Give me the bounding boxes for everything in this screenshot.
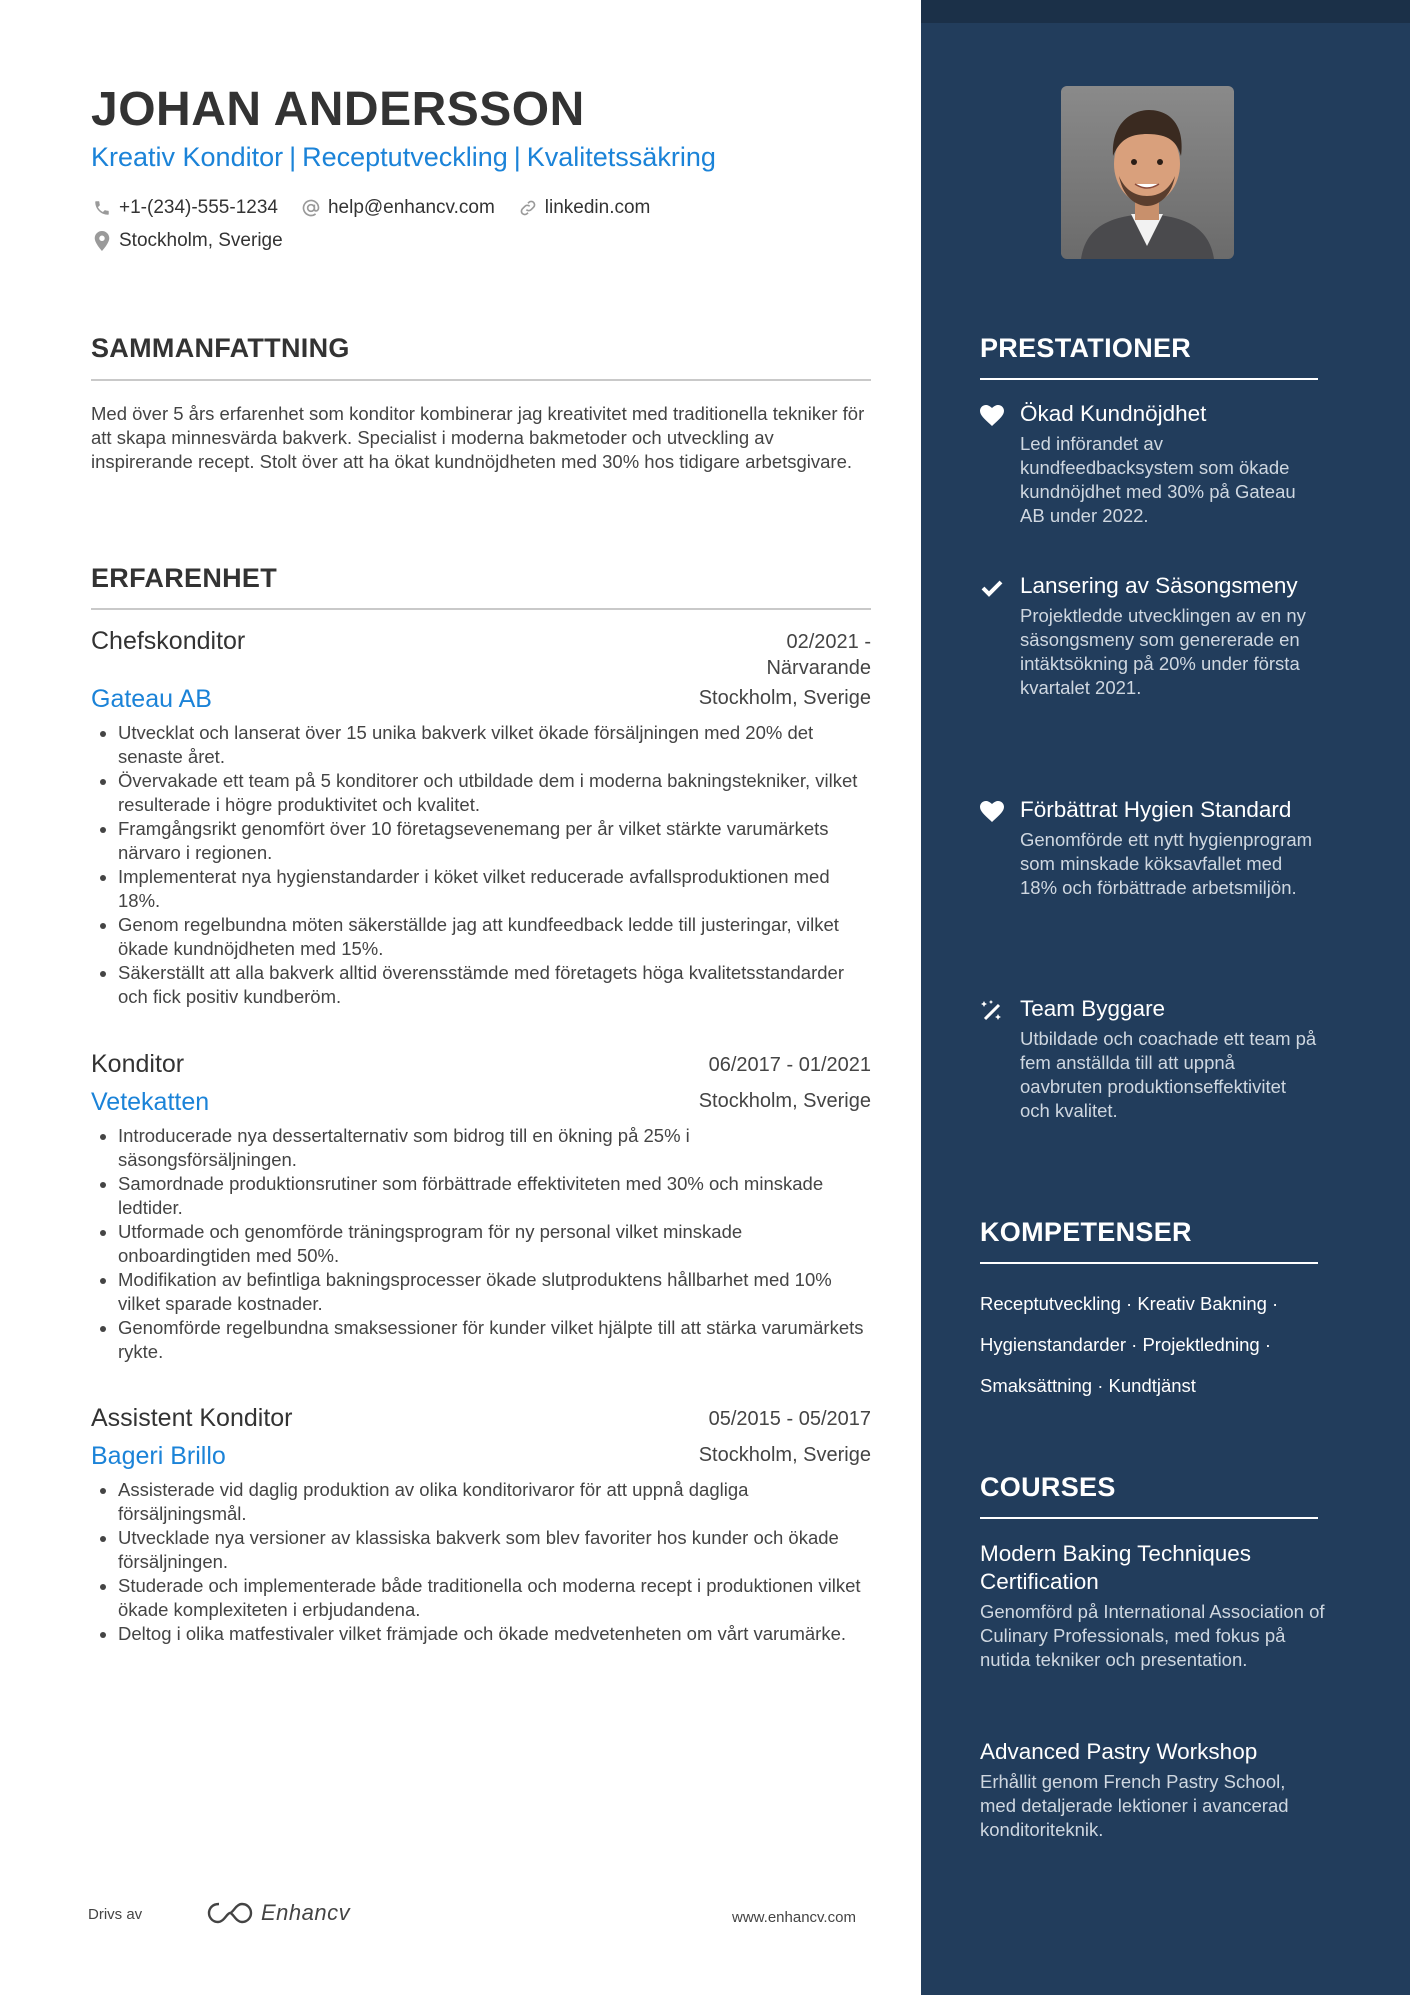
contact-phone[interactable] [91,197,278,219]
job-dates: 05/2015 - 05/2017 [708,1408,871,1430]
enhancv-logo-icon [207,1900,253,1926]
course-desc: Erhållit genom French Pastry School, med detaljerade lektioner i avancerad konditoriteknik. [980,1771,1289,1840]
section-divider [980,1517,1318,1519]
job-company[interactable]: Bageri Brillo [91,1442,226,1470]
job-bullet: • Övervakade ett team på 5 konditorer och utbildade dem i moderna bakningstekniker, vilket resulterade i högre produktivitet och kvalitet. [118,769,871,817]
linkedin-text: linkedin.com [544,197,651,218]
job-bullet: • Utvecklat och lanserat över 15 unika bakverk vilket ökade försäljningen med 20% det senaste året. [118,721,871,769]
job-entry [91,1404,871,1646]
job-company[interactable]: Gateau AB [91,685,212,713]
job-role: Konditor [91,1050,185,1078]
courses-heading: COURSES [980,1472,1116,1502]
achievement-desc: Utbildade och coachade ett team på fem anställda till att uppnå oavbruten produktionseffektivitet och kvalitet. [1020,1028,1317,1121]
course-title: Advanced Pastry Workshop [980,1739,1258,1764]
contact-email[interactable] [300,197,495,219]
course-item [980,1738,1325,1842]
job-entry [91,627,871,1009]
job-bullet: • Studerade och implementerade både traditionella och moderna recept i produktionen vilket ökade komplexiteten i erbjudandena. [118,1574,871,1622]
job-bullet: • Introducerade nya dessertalternativ som bidrog till en ökning på 25% i säsongsförsäljningen. [118,1124,871,1172]
phone-text: +1-(234)-555-1234 [119,197,278,218]
headline-separator: | [513,142,521,172]
heart-icon [980,404,1004,428]
phone-icon [91,197,113,219]
headline [91,142,716,173]
summary-heading: SAMMANFATTNING [91,333,350,363]
check-icon [980,576,1004,600]
achievement-item [980,572,1320,700]
powered-by-label: Drivs av [88,1906,143,1923]
achievement-title: Ökad Kundnöjdhet [1020,401,1207,426]
job-bullet: • Framgångsrikt genomfört över 10 företagsevenemang per år vilket stärkte varumärkets närvaro i regionen. [118,817,871,865]
achievement-title: Team Byggare [1020,996,1166,1021]
headline-item: Receptutveckling [302,142,508,172]
enhancv-logo[interactable] [207,1900,350,1926]
course-title: Modern Baking Techniques Certification [980,1541,1252,1594]
achievement-title: Lansering av Säsongsmeny [1020,573,1298,598]
summary-text: Med över 5 års erfarenhet som konditor kombinerar jag kreativitet med traditionella tekniker för att skapa minnesvärda bakverk. Specialist i moderna bakmetoder och utveckling av inspirerande recept. Stolt över att ha ökat kundnöjdheten med 30% hos tidigare arbetsgivare. [91,403,865,472]
job-bullet: • Säkerställt att alla bakverk alltid överensstämde med företagets höga kvalitetsstandarder och fick positiv kundberöm. [118,961,871,1009]
experience-heading: ERFARENHET [91,563,278,593]
link-icon [517,197,539,219]
candidate-name: JOHAN ANDERSSON [91,83,585,136]
heart-icon [980,800,1004,824]
section-divider [980,1262,1318,1264]
contact-row-location [91,230,305,252]
achievement-title: Förbättrat Hygien Standard [1020,797,1292,822]
skills-heading: KOMPETENSER [980,1217,1192,1247]
job-bullets [91,1124,871,1364]
achievements-heading: PRESTATIONER [980,333,1192,363]
achievement-desc: Genomförde ett nytt hygienprogram som minskade köksavfallet med 18% och förbättrade arbetsmiljön. [1020,829,1313,898]
job-location: Stockholm, Sverige [698,1444,871,1466]
skills-list [980,1283,1325,1406]
contact-linkedin[interactable] [517,197,651,219]
wand-icon [980,999,1004,1023]
achievement-item [980,995,1320,1123]
section-divider [91,608,871,610]
section-divider [91,379,871,381]
job-bullet: • Genom regelbundna möten säkerställde jag att kundfeedback ledde till justeringar, vilket ökade kundnöjdheten med 15%. [118,913,871,961]
at-icon [300,197,322,219]
contact-row [91,197,672,219]
job-location: Stockholm, Sverige [698,1090,871,1112]
job-bullet: • Samordnade produktionsrutiner som förbättrade effektiviteten med 30% och minskade ledtider. [118,1172,871,1220]
job-location: Stockholm, Sverige [698,687,871,709]
headline-item: Kvalitetssäkring [526,142,716,172]
job-role: Chefskonditor [91,627,246,655]
achievement-item [980,796,1320,900]
course-desc: Genomförd på International Association of Culinary Professionals, med fokus på nutida tekniker och presentation. [980,1601,1325,1670]
headline-item: Kreativ Konditor [91,142,284,172]
job-bullet: • Genomförde regelbundna smaksessioner för kunder vilket hjälpte till att stärka varumärkets rykte. [118,1316,871,1364]
job-role: Assistent Konditor [91,1404,293,1432]
job-bullet: • Modifikation av befintliga bakningsprocesser ökade slutproduktens hållbarhet med 10% vilket sparade kostnader. [118,1268,871,1316]
location-text: Stockholm, Sverige [119,230,283,251]
job-company[interactable]: Vetekatten [91,1088,210,1116]
job-bullet: • Assisterade vid daglig produktion av olika konditorivaror för att uppnå dagliga försäljningsmål. [118,1478,871,1526]
achievement-desc: Led införandet av kundfeedbacksystem som ökade kundnöjdhet med 30% på Gateau AB under 2022. [1020,433,1296,526]
job-bullet: • Deltog i olika matfestivaler vilket främjade och ökade medvetenheten om vårt varumärke. [118,1622,871,1646]
brand-name: Enhancv [261,1900,351,1925]
skills-line: Smaksättning · Kundtjänst [980,1375,1196,1396]
job-bullet: • Utvecklade nya versioner av klassiska bakverk som blev favoriter hos kunder och ökade försäljningen. [118,1526,871,1574]
profile-photo [1061,86,1234,259]
skills-line: Hygienstandarder · Projektledning · [980,1334,1272,1355]
section-divider [980,378,1318,380]
job-bullet: • Implementerat nya hygienstandarder i köket vilket reducerade avfallsproduktionen med 18%. [118,865,871,913]
achievement-desc: Projektledde utvecklingen av en ny säsongsmeny som genererade en intäktsökning på 20% under första kvartalet 2021. [1020,605,1306,698]
achievement-item [980,400,1320,528]
job-bullet: • Utformade och genomförde träningsprogram för ny personal vilket minskade onboardingtiden med 50%. [118,1220,871,1268]
headline-separator: | [289,142,297,172]
contact-location [91,230,283,252]
sidebar-top-bar [921,0,1410,23]
skills-line: Receptutveckling · Kreativ Bakning · [980,1293,1279,1314]
job-dates: 06/2017 - 01/2021 [708,1054,871,1076]
job-entry [91,1050,871,1364]
job-bullets [91,721,871,1009]
location-pin-icon [91,230,113,252]
course-item [980,1540,1325,1672]
job-bullets [91,1478,871,1646]
job-dates: 02/2021 - Närvarande [766,631,871,679]
email-text: help@enhancv.com [327,197,495,218]
footer-url[interactable]: www.enhancv.com [732,1909,856,1926]
